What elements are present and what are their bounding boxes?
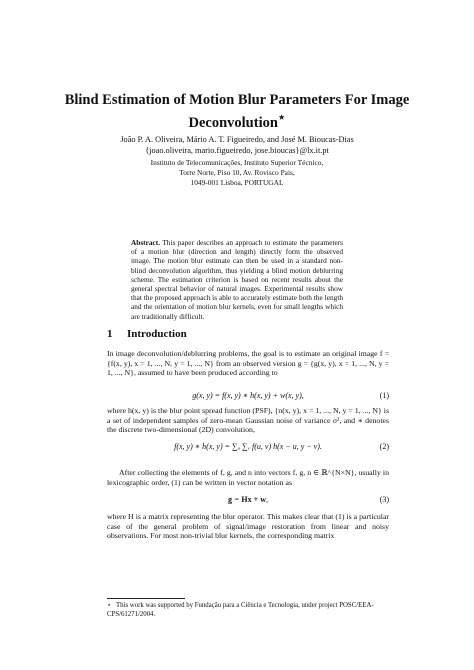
affiliation-line: 1049-001 Lisboa, PORTUGAL bbox=[190, 178, 284, 188]
abstract bbox=[131, 238, 343, 321]
equation-3-rhs: Hx + w bbox=[241, 495, 266, 504]
title-footnote-mark: ⋆ bbox=[277, 110, 286, 124]
equation-2-body: f(x, y) ∗ h(x, y) = ∑ᵤ ∑ᵥ f(u, v) h(x − u, y − v). bbox=[174, 442, 322, 451]
equation-3-equals: = bbox=[232, 495, 242, 504]
paper-title bbox=[60, 92, 414, 132]
section-title: Introduction bbox=[127, 328, 187, 340]
footnote-text: This work was supported by Fundação para a Ciência e Tecnologia, under project POSC/EEA-CPS/61271/2004. bbox=[107, 602, 374, 618]
equation-3 bbox=[107, 495, 389, 507]
paragraph-vector: After collecting the elements of f, g, and n into vectors f, g, n ∈ ℝ^{N×N}, usually in lexicographic order, (1) can be written in vector notation as bbox=[107, 468, 389, 487]
equation-2 bbox=[107, 440, 389, 462]
paragraph-intro: In image deconvolution/deblurring problems, the goal is to estimate an original image f = {f(x, y), x = 1, ..., N, y = 1, ..., N} from an observed version g = {g(x, y), x = 1, ..., N, y = 1, ..., N}, assumed to have been produced according to bbox=[107, 349, 389, 378]
equation-1-body: g(x, y) = f(x, y) ∗ h(x, y) + w(x, y), bbox=[192, 391, 304, 400]
affiliation-line: Torre Norte, Piso 10, Av. Rovisco Pais, bbox=[179, 168, 295, 178]
author-names: João P. A. Oliveira, Mário A. T. Figueiredo, and José M. Bioucas-Dias bbox=[120, 135, 354, 144]
equation-1-number: (1) bbox=[379, 391, 389, 400]
affiliation-line: Instituto de Telecomunicações, Instituto Superior Técnico, bbox=[150, 158, 324, 167]
footnote-mark: ⋆ bbox=[107, 602, 112, 609]
author-emails: {joao.oliveira, mario.figueiredo, jose.bioucas}@lx.it.pt bbox=[145, 146, 329, 155]
paragraph-psf: where h(x, y) is the blur point spread function (PSF), {n(x, y), x = 1, ..., N, y = 1, ..., N} is a set of independent samples of zero-mean Gaussian noise of variance σ², and ∗ denotes the discrete two-dimensional (2D) convolution, bbox=[107, 406, 389, 435]
footnote bbox=[107, 602, 389, 619]
equation-1 bbox=[107, 391, 389, 403]
abstract-label: Abstract. bbox=[131, 238, 160, 247]
author-block bbox=[60, 134, 414, 156]
section-number: 1 bbox=[107, 328, 113, 340]
equation-3-number: (3) bbox=[379, 495, 389, 504]
affiliation bbox=[60, 158, 414, 189]
equation-3-body bbox=[107, 495, 389, 504]
equation-3-lhs: g bbox=[228, 495, 233, 504]
section-heading bbox=[107, 328, 187, 340]
title-text: Blind Estimation of Motion Blur Parameters For Image Deconvolution bbox=[64, 92, 410, 131]
equation-2-number: (2) bbox=[379, 442, 389, 451]
equation-3-tail: , bbox=[265, 495, 268, 504]
paragraph-matrix: where H is a matrix representing the blur operator. This makes clear that (1) is a particular case of the general problem of signal/image restoration from linear and noisy observations. For most non-trivial blur kernels, the corresponding matrix bbox=[107, 512, 389, 541]
abstract-text: This paper describes an approach to estimate the parameters of a motion blur (direction and length) directly form the observed image. The motion blur estimate can then be used in a standard non-blind deconvolution algorithm, thus yielding a blind motion deblurring scheme. The estimation criterion is based on recent results about the general spectral behavior of natural images. Experimental results show that the proposed approach is able to accurately estimate both the length and the orientation of motion blur kernels, even for small lengths which are traditionally difficult. bbox=[131, 238, 343, 321]
footnote-rule bbox=[107, 598, 185, 599]
